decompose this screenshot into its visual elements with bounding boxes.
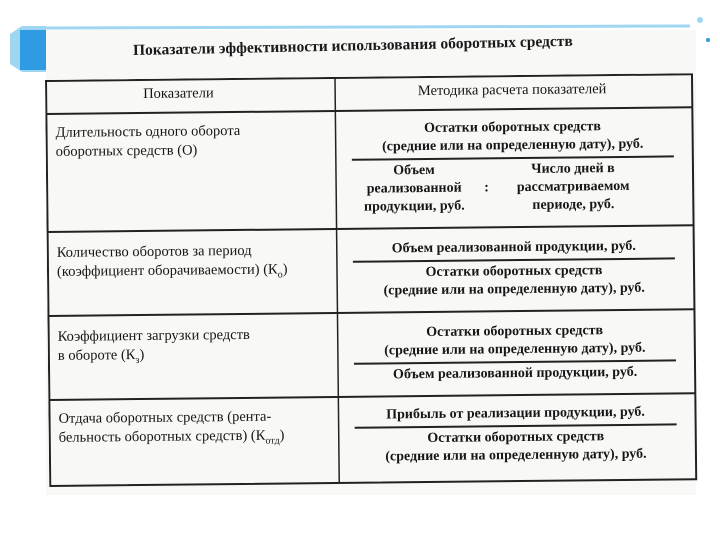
indicators-table bbox=[45, 73, 699, 488]
indicator-name-text: (коэффициент оборачиваемости) (К bbox=[56, 261, 278, 280]
formula-denominator: (средние или на определенную дату), руб. bbox=[383, 280, 645, 299]
indicator-name-line bbox=[57, 260, 342, 287]
denominator-text: реализованной bbox=[366, 180, 462, 197]
denominator-text: Объем bbox=[393, 162, 435, 179]
indicator-name-line: Количество оборотов за период bbox=[56, 242, 252, 261]
formula-numerator: Остатки оборотных средств bbox=[426, 323, 604, 341]
formula-denominator: (средние или на определенную дату), руб. bbox=[385, 446, 647, 465]
denominator-text: Число дней в bbox=[531, 161, 615, 177]
indicator-name-text: в обороте (К bbox=[57, 347, 136, 364]
header-method: Методика расчета показателей bbox=[417, 81, 607, 100]
division-colon: : bbox=[484, 180, 489, 196]
indicator-name-line: Коэффициент загрузки средств bbox=[57, 326, 250, 345]
indicator-name-end: ) bbox=[139, 346, 145, 364]
indicator-subscript: о bbox=[277, 269, 283, 281]
indicator-name-text: бельность оборотных средств) (К bbox=[58, 427, 266, 446]
indicator-name-line: Отдача оборотных средств (рента- bbox=[58, 408, 272, 427]
formula-numerator: (средние или на определенную дату), руб. bbox=[382, 136, 644, 155]
denominator-left bbox=[354, 162, 475, 217]
header-indicators: Показатели bbox=[143, 85, 214, 102]
formula-numerator: Прибыль от реализации продукции, руб. bbox=[386, 404, 645, 423]
formula-denominator: Остатки оборотных средств bbox=[425, 263, 603, 281]
formula-denominator bbox=[338, 159, 689, 221]
indicator-name-end: ) bbox=[279, 427, 285, 444]
denominator-text: рассматриваемом bbox=[516, 178, 630, 196]
formula bbox=[337, 117, 688, 221]
formula bbox=[339, 237, 690, 301]
indicator-name-line bbox=[58, 344, 343, 371]
denominator-right bbox=[498, 160, 649, 216]
formula-denominator: Объем реализованной продукции, руб. bbox=[392, 364, 638, 383]
row-divider-1 bbox=[48, 225, 694, 232]
indicator-name bbox=[55, 121, 340, 162]
corner-dot-1 bbox=[697, 17, 703, 23]
denominator-text: продукции, руб. bbox=[363, 198, 465, 215]
indicator-name-line: Длительность одного оборота bbox=[55, 122, 241, 141]
indicator-name bbox=[57, 241, 342, 287]
denominator-text: периоде, руб. bbox=[532, 197, 615, 213]
formula bbox=[340, 403, 691, 467]
top-accent-line bbox=[46, 26, 690, 28]
formula-numerator: Объем реализованной продукции, руб. bbox=[391, 238, 636, 257]
indicator-name-line bbox=[59, 426, 344, 453]
formula-numerator: (средние или на определенную дату), руб. bbox=[384, 340, 646, 359]
row-divider-2 bbox=[48, 309, 694, 316]
blue-corner-accent-dark bbox=[20, 30, 46, 70]
formula bbox=[340, 321, 691, 385]
row-divider-header bbox=[46, 107, 692, 114]
indicator-subscript: з bbox=[135, 354, 140, 366]
row-divider-3 bbox=[49, 393, 695, 400]
formula-denominator: Остатки оборотных средств bbox=[427, 429, 605, 447]
indicator-name bbox=[58, 407, 343, 453]
formula-numerator: Остатки оборотных средств bbox=[424, 119, 602, 137]
indicator-name-end: ) bbox=[282, 261, 288, 278]
indicator-name-line: оборотных средств (О) bbox=[55, 142, 198, 160]
indicator-subscript: отд bbox=[265, 435, 280, 447]
corner-dot-2 bbox=[706, 38, 710, 42]
page-title: Показатели эффективности использования оборотных средств bbox=[132, 32, 573, 59]
indicator-name bbox=[58, 325, 343, 371]
